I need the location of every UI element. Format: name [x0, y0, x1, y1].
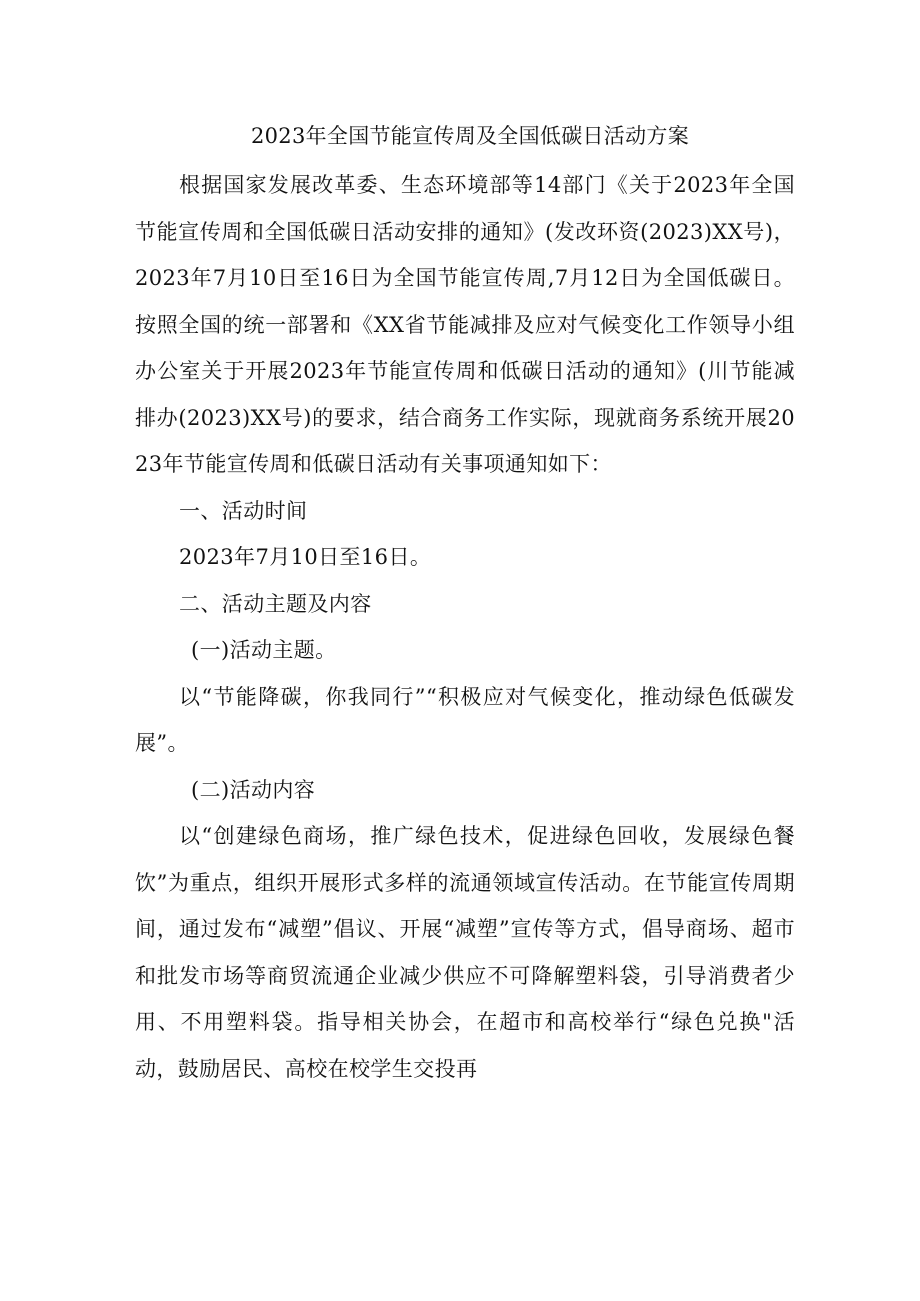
section-heading-theme-content: 二、活动主题及内容 [179, 591, 372, 616]
intro-paragraph: 根据国家发展改革委、生态环境部等14部门《关于2023年全国节能宣传周和全国低碳日活动安排的通知》(发改环资(2023)XX号)，2023年7月10日至16日为全国节能宣传周,7月12日为全国低碳日。按照全国的统一部署和《XX省节能减排及应对气候变化工作领导小组办公室关于开展2023年节能宣传周和低碳日活动的通知》(川节能减排办(2023)XX号)的要求，结合商务工作实际，现就商务系统开展2023年节能宣传周和低碳日活动有关事项通知如下： [135, 173, 795, 476]
document-title: 2023年全国节能宣传周及全国低碳日活动方案 [250, 124, 690, 148]
subsection-heading-content: (二)活动内容 [191, 777, 316, 802]
document-content [135, 118, 795, 1092]
section-heading-time: 一、活动时间 [179, 498, 308, 523]
subsection-body-theme: 以“节能降碳，你我同行”“积极应对气候变化，推动绿色低碳发展”。 [135, 684, 795, 755]
section-body-time: 2023年7月10日至16日。 [179, 545, 432, 569]
subsection-body-content: 以“创建绿色商场，推广绿色技术，促进绿色回收，发展绿色餐饮”为重点，组织开展形式多样的流通领域宣传活动。在节能宣传周期间，通过发布“减塑”倡议、开展“减塑”宣传等方式，倡导商场、超市和批发市场等商贸流通企业减少供应不可降解塑料袋，引导消费者少用、不用塑料袋。指导相关协会，在超市和高校举行“绿色兑换"活动，鼓励居民、高校在校学生交投再 [135, 824, 795, 1081]
subsection-heading-theme: (一)活动主题。 [191, 638, 337, 662]
